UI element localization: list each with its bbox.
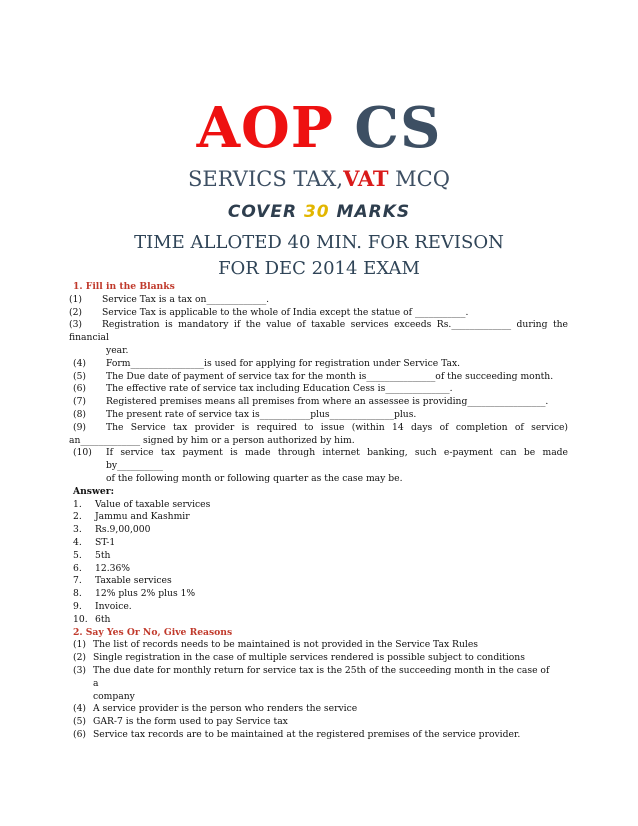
- question-4: [73, 358, 568, 371]
- title-cs: CS: [354, 95, 442, 161]
- s1-text: The list of records needs to be maintained is not provided in the Service Tax Rules: [93, 639, 478, 651]
- q4-text: Form________________is used for applying for registration under Service Tax.: [106, 357, 461, 369]
- section-1-heading: 1. Fill in the Blanks: [73, 281, 175, 292]
- cover-num: 30: [303, 202, 330, 222]
- answer-9: [73, 601, 568, 614]
- statement-5: [73, 716, 568, 729]
- s3-number: (3): [73, 664, 87, 676]
- subtitle: [0, 166, 638, 192]
- question-9: [73, 422, 568, 435]
- a6-text: 12.36%: [95, 562, 131, 574]
- brand-title: [0, 96, 638, 160]
- q7-text: Registered premises means all premises from where an assessee is providing_________________.: [106, 396, 549, 408]
- question-6: [73, 383, 568, 396]
- q6-text: The effective rate of service tax including Education Cess is______________.: [106, 383, 453, 395]
- q9-text: The Service tax provider is required to issue (within 14 days of completion of service): [106, 421, 568, 433]
- q3-text: Registration is mandatory if the value of taxable services exceeds Rs._____________ during the: [102, 319, 568, 331]
- q3-continuation-2: year.: [106, 344, 129, 356]
- q2-number: (2): [69, 306, 83, 318]
- a7-text: Taxable services: [95, 575, 172, 587]
- a1-text: Value of taxable services: [95, 498, 211, 510]
- s1-number: (1): [73, 639, 87, 651]
- a7-number: 7.: [73, 575, 82, 587]
- q4-number: (4): [73, 357, 87, 369]
- q8-number: (8): [73, 408, 87, 420]
- s5-text: GAR-7 is the form used to pay Service tax: [93, 716, 288, 728]
- s6-text: Service tax records are to be maintained at the registered premises of the service provider.: [93, 728, 521, 740]
- s6-number: (6): [73, 728, 87, 740]
- title-aop: AOP: [196, 95, 334, 161]
- answer-1: [73, 499, 568, 512]
- cover-post: MARKS: [329, 202, 411, 222]
- s3-continuation-1: a: [93, 677, 99, 689]
- statement-1: [73, 639, 568, 652]
- s2-number: (2): [73, 652, 87, 664]
- answer-3: [73, 524, 568, 537]
- cover-marks: [0, 201, 638, 223]
- answer-6: [73, 563, 568, 576]
- document-body: [69, 281, 568, 742]
- q3-number: (3): [69, 319, 83, 331]
- section-2-heading: 2. Say Yes Or No, Give Reasons: [73, 626, 233, 638]
- a5-number: 5.: [73, 549, 82, 561]
- question-7: [73, 396, 568, 409]
- q10-text: If service tax payment is made through internet banking, such e-payment can be made: [106, 447, 568, 459]
- a5-text: 5th: [95, 549, 111, 561]
- q6-number: (6): [73, 383, 87, 395]
- s4-number: (4): [73, 703, 87, 715]
- answer-4: [73, 537, 568, 550]
- question-5: [73, 371, 568, 384]
- q8-text: The present rate of service tax is___________plus______________plus.: [106, 408, 417, 420]
- answer-5: [73, 550, 568, 563]
- q3-continuation-1: financial: [69, 332, 109, 344]
- s4-text: A service provider is the person who renders the service: [93, 703, 358, 715]
- a8-number: 8.: [73, 588, 82, 600]
- s3-text: The due date for monthly return for service tax is the 25th of the succeeding month in the case of: [93, 664, 550, 676]
- q10-continuation-2: of the following month or following quarter as the case may be.: [106, 472, 403, 484]
- answer-8: [73, 588, 568, 601]
- q7-number: (7): [73, 396, 87, 408]
- question-2: [69, 307, 568, 320]
- question-10: [73, 447, 568, 460]
- a10-number: 10.: [73, 613, 88, 625]
- subtitle-pre: SERVICS TAX,: [188, 167, 344, 191]
- q2-text: Service Tax is applicable to the whole of India except the statue of ___________.: [102, 306, 469, 318]
- q9-continuation: an_____________ signed by him or a person authorized by him.: [69, 434, 355, 446]
- a3-number: 3.: [73, 524, 82, 536]
- time-line-2: FOR DEC 2014 EXAM: [218, 258, 420, 279]
- answer-7: [73, 575, 568, 588]
- time-line-1: TIME ALLOTED 40 MIN. FOR REVISON: [134, 232, 504, 253]
- answer-heading: Answer:: [73, 485, 114, 497]
- q9-number: (9): [73, 421, 87, 433]
- q5-text: The Due date of payment of service tax for the month is_______________of the succeeding month.: [106, 370, 554, 382]
- cover-pre: COVER: [227, 202, 304, 222]
- question-1: [69, 294, 568, 307]
- s2-text: Single registration in the case of multiple services rendered is possible subject to conditions: [93, 652, 525, 664]
- a1-number: 1.: [73, 498, 82, 510]
- a3-text: Rs.9,00,000: [95, 524, 151, 536]
- a8-text: 12% plus 2% plus 1%: [95, 588, 196, 600]
- q10-continuation-1: by__________: [106, 460, 164, 472]
- a9-number: 9.: [73, 600, 82, 612]
- a2-text: Jammu and Kashmir: [95, 511, 190, 523]
- statement-2: [73, 652, 568, 665]
- statement-4: [73, 703, 568, 716]
- q1-text: Service Tax is a tax on_____________.: [102, 293, 270, 305]
- a4-text: ST-1: [95, 536, 116, 548]
- a10-text: 6th: [95, 613, 111, 625]
- q5-number: (5): [73, 370, 87, 382]
- a2-number: 2.: [73, 511, 82, 523]
- subtitle-vat: VAT: [343, 166, 389, 191]
- s5-number: (5): [73, 716, 87, 728]
- statement-6: [73, 729, 568, 742]
- a6-number: 6.: [73, 562, 82, 574]
- s3-continuation-2: company: [93, 690, 135, 702]
- statement-3: [73, 665, 568, 678]
- a9-text: Invoice.: [95, 600, 132, 612]
- time-alloted: [0, 230, 638, 282]
- question-3: [69, 319, 568, 332]
- question-8: [73, 409, 568, 422]
- answer-10: [73, 614, 568, 627]
- answer-2: [73, 511, 568, 524]
- subtitle-post: MCQ: [388, 167, 450, 191]
- a4-number: 4.: [73, 536, 82, 548]
- q1-number: (1): [69, 293, 83, 305]
- q10-number: (10): [73, 447, 92, 459]
